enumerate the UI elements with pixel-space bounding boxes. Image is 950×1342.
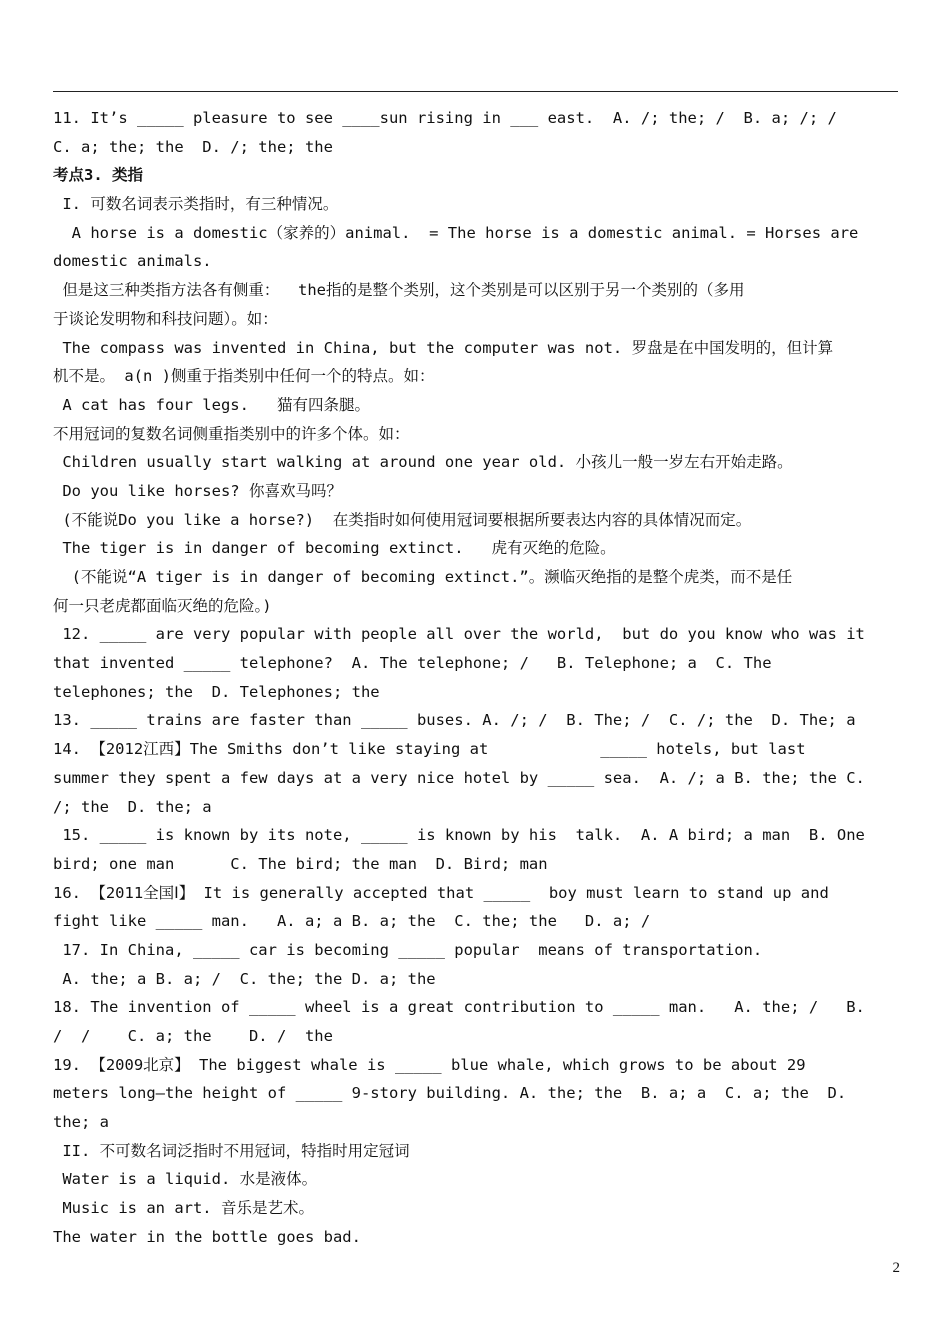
- document-body: [53, 104, 898, 1252]
- section-heading: 考点3. 类指: [53, 166, 143, 185]
- question-13: 13. _____ trains are faster than _____ buses. A. /; / B. The; / C. /; the D. The; a: [53, 711, 856, 730]
- question-12: 12. _____ are very popular with people all over the world, but do you know who was it: [53, 625, 865, 644]
- text-line: /; the D. the; a: [53, 797, 212, 816]
- question-19: 19. 【2009北京】 The biggest whale is _____ blue whale, which grows to be about 29: [53, 1055, 806, 1074]
- question-16: 16. 【2011全国Ⅰ】 It is generally accepted that _____ boy must learn to stand up and: [53, 883, 829, 902]
- text-line: (不能说“A tiger is in danger of becoming extinct.”。濒临灭绝指的是整个虎类，而不是任: [53, 568, 793, 586]
- text-line: Children usually start walking at around one year old. 小孩儿一般一岁左右开始走路。: [53, 453, 793, 472]
- text-line: The tiger is in danger of becoming extinct. 虎有灭绝的危险。: [53, 539, 616, 558]
- text-line: 何一只老虎都面临灭绝的危险。): [53, 596, 272, 615]
- text-line: 但是这三种类指方法各有侧重： the指的是整个类别，这个类别是可以区别于另一个类别的（多用: [53, 281, 745, 300]
- text-line: fight like _____ man. A. a; a B. a; the C. the; the D. a; /: [53, 912, 651, 931]
- subsection-heading: II. 不可数名词泛指时不用冠词，特指时用定冠词: [53, 1141, 410, 1160]
- text-line: 于谈论发明物和科技问题）。如：: [53, 309, 278, 328]
- text-line: the; a: [53, 1113, 109, 1132]
- text-line: (不能说Do you like a horse?) 在类指时如何使用冠词要根据所要表达内容的具体情况而定。: [53, 510, 752, 529]
- text-line: A cat has four legs. 猫有四条腿。: [53, 395, 370, 414]
- question-17: 17. In China, _____ car is becoming _____ popular means of transportation.: [53, 940, 763, 959]
- text-line: telephones; the D. Telephones; the: [53, 682, 380, 701]
- text-line: Water is a liquid. 水是液体。: [53, 1170, 318, 1189]
- header-rule: [53, 91, 898, 92]
- text-line: 11. It’s _____ pleasure to see ____sun rising in ___ east. A. /; the; / B. a; /; /: [53, 109, 837, 127]
- text-line: that invented _____ telephone? A. The telephone; / B. Telephone; a C. The: [53, 654, 772, 673]
- text-line: / / C. a; the D. / the: [53, 1027, 333, 1045]
- page-number: 2: [892, 1260, 900, 1276]
- text-line: 不用冠词的复数名词侧重指类别中的许多个体。如：: [53, 424, 410, 443]
- subsection-heading: I. 可数名词表示类指时，有三种情况。: [53, 195, 339, 214]
- question-18: 18. The invention of _____ wheel is a great contribution to _____ man. A. the; / B.: [53, 998, 865, 1017]
- text-line: 机不是。 a(n )侧重于指类别中任何一个的特点。如：: [53, 367, 435, 386]
- text-line: C. a; the; the D. /; the; the: [53, 137, 333, 156]
- text-line: A horse is a domestic（家养的）animal. = The horse is a domestic animal. = Horses are: [53, 223, 859, 242]
- text-line: meters long—the height of _____ 9-story building. A. the; the B. a; a C. a; the D.: [53, 1084, 847, 1103]
- text-line: Do you like horses? 你喜欢马吗？: [53, 481, 342, 500]
- question-14: 14. 【2012江西】The Smiths don’t like staying at _____ hotels, but last: [53, 740, 806, 759]
- text-line: A. the; a B. a; / C. the; the D. a; the: [53, 969, 436, 988]
- text-line: The compass was invented in China, but the computer was not. 罗盘是在中国发明的，但计算: [53, 338, 834, 357]
- text-line: Music is an art. 音乐是艺术。: [53, 1199, 314, 1218]
- text-line: The water in the bottle goes bad.: [53, 1227, 361, 1246]
- text-line: domestic animals.: [53, 252, 212, 271]
- text-line: bird; one man C. The bird; the man D. Bird; man: [53, 854, 548, 873]
- text-line: summer they spent a few days at a very nice hotel by _____ sea. A. /; a B. the; the C.: [53, 768, 865, 787]
- question-15: 15. _____ is known by its note, _____ is known by his talk. A. A bird; a man B. One: [53, 826, 865, 845]
